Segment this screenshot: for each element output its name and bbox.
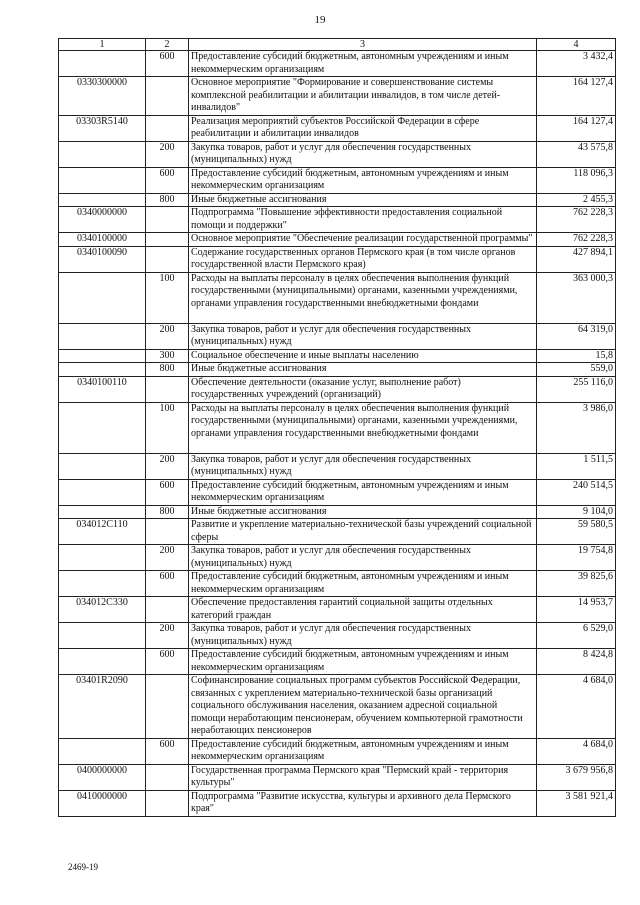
row-name: Предоставление субсидий бюджетным, автономным учреждениям и иным некоммерческим организациям <box>189 51 537 77</box>
row-amount: 118 096,3 <box>537 167 616 193</box>
row-code: 0340000000 <box>59 207 146 233</box>
table-row <box>59 764 616 790</box>
row-amount: 164 127,4 <box>537 115 616 141</box>
row-name: Основное мероприятие "Обеспечение реализации государственной программы" <box>189 233 537 247</box>
row-expense-type: 200 <box>146 545 189 571</box>
table-row <box>59 77 616 116</box>
row-name: Иные бюджетные ассигнования <box>189 505 537 519</box>
row-name: Предоставление субсидий бюджетным, автономным учреждениям и иным некоммерческим организациям <box>189 167 537 193</box>
row-amount: 164 127,4 <box>537 77 616 116</box>
table-row <box>59 141 616 167</box>
table-row <box>59 323 616 349</box>
table-row <box>59 649 616 675</box>
row-expense-type: 300 <box>146 349 189 363</box>
row-expense-type: 600 <box>146 479 189 505</box>
table-row <box>59 207 616 233</box>
row-name: Подпрограмма "Развитие искусства, культуры и архивного дела Пермского края" <box>189 790 537 816</box>
row-name: Предоставление субсидий бюджетным, автономным учреждениям и иным некоммерческим организациям <box>189 479 537 505</box>
row-amount: 762 228,3 <box>537 207 616 233</box>
table-row <box>59 505 616 519</box>
row-expense-type: 800 <box>146 505 189 519</box>
row-expense-type: 200 <box>146 141 189 167</box>
row-expense-type <box>146 376 189 402</box>
row-name: Расходы на выплаты персоналу в целях обеспечения выполнения функций государственными (муниципальными) органами, казенными учреждениями, органами управления государственными внебюджетными фондами <box>189 272 537 323</box>
row-expense-type <box>146 597 189 623</box>
row-code: 034012С110 <box>59 519 146 545</box>
row-amount: 4 684,0 <box>537 675 616 739</box>
row-expense-type: 200 <box>146 453 189 479</box>
row-name: Закупка товаров, работ и услуг для обеспечения государственных (муниципальных) нужд <box>189 141 537 167</box>
row-amount: 8 424,8 <box>537 649 616 675</box>
row-code <box>59 479 146 505</box>
header-col-4: 4 <box>537 39 616 51</box>
row-name: Подпрограмма "Повышение эффективности предоставления социальной помощи и поддержки" <box>189 207 537 233</box>
row-amount: 59 580,5 <box>537 519 616 545</box>
row-code <box>59 272 146 323</box>
row-expense-type: 100 <box>146 272 189 323</box>
row-expense-type: 100 <box>146 402 189 453</box>
row-amount: 3 986,0 <box>537 402 616 453</box>
row-name: Закупка товаров, работ и услуг для обеспечения государственных (муниципальных) нужд <box>189 323 537 349</box>
row-name: Основное мероприятие "Формирование и совершенствование системы комплексной реабилитации и абилитации инвалидов, в том числе детей-инвалидов" <box>189 77 537 116</box>
row-code: 0410000000 <box>59 790 146 816</box>
table-row <box>59 402 616 453</box>
row-name: Иные бюджетные ассигнования <box>189 363 537 377</box>
table-header-row <box>59 39 616 51</box>
row-name: Государственная программа Пермского края "Пермский край - территория культуры" <box>189 764 537 790</box>
row-amount: 43 575,8 <box>537 141 616 167</box>
row-code <box>59 545 146 571</box>
row-amount: 4 684,0 <box>537 738 616 764</box>
row-amount: 9 104,0 <box>537 505 616 519</box>
row-expense-type <box>146 519 189 545</box>
header-col-2: 2 <box>146 39 189 51</box>
row-code: 03401R2090 <box>59 675 146 739</box>
row-code: 0400000000 <box>59 764 146 790</box>
row-expense-type: 600 <box>146 571 189 597</box>
row-name: Иные бюджетные ассигнования <box>189 193 537 207</box>
row-name: Развитие и укрепление материально-технической базы учреждений социальной сферы <box>189 519 537 545</box>
table-row <box>59 453 616 479</box>
row-code <box>59 349 146 363</box>
row-name: Закупка товаров, работ и услуг для обеспечения государственных (муниципальных) нужд <box>189 545 537 571</box>
row-expense-type: 200 <box>146 323 189 349</box>
row-expense-type: 200 <box>146 623 189 649</box>
table-row <box>59 597 616 623</box>
budget-table <box>58 38 616 817</box>
row-expense-type <box>146 207 189 233</box>
table-row <box>59 519 616 545</box>
row-code: 0340100090 <box>59 246 146 272</box>
table-row <box>59 115 616 141</box>
row-amount: 427 894,1 <box>537 246 616 272</box>
row-amount: 39 825,6 <box>537 571 616 597</box>
table-row <box>59 479 616 505</box>
row-code: 034012С330 <box>59 597 146 623</box>
row-amount: 3 679 956,8 <box>537 764 616 790</box>
row-expense-type <box>146 233 189 247</box>
table-row <box>59 738 616 764</box>
row-expense-type: 600 <box>146 738 189 764</box>
row-name: Расходы на выплаты персоналу в целях обеспечения выполнения функций государственными (муниципальными) органами, казенными учреждениями, органами управления государственными внебюджетными фондами <box>189 402 537 453</box>
row-code <box>59 167 146 193</box>
row-name: Закупка товаров, работ и услуг для обеспечения государственных (муниципальных) нужд <box>189 623 537 649</box>
row-name: Софинансирование социальных программ субъектов Российской Федерации, связанных с укреплением материально-технической базы организаций социального обслуживания населения, оказанием адресной социальной помощи неработающим пенсионерам, обучением компьютерной грамотности неработающих пенсионеров <box>189 675 537 739</box>
row-code <box>59 193 146 207</box>
page-number: 19 <box>314 14 326 26</box>
row-expense-type <box>146 764 189 790</box>
table-row <box>59 363 616 377</box>
row-amount: 559,0 <box>537 363 616 377</box>
table-row <box>59 376 616 402</box>
row-amount: 255 116,0 <box>537 376 616 402</box>
row-expense-type: 600 <box>146 51 189 77</box>
row-name: Предоставление субсидий бюджетным, автономным учреждениям и иным некоммерческим организациям <box>189 738 537 764</box>
row-name: Социальное обеспечение и иные выплаты населению <box>189 349 537 363</box>
table-row <box>59 233 616 247</box>
row-name: Предоставление субсидий бюджетным, автономным учреждениям и иным некоммерческим организациям <box>189 649 537 675</box>
row-name: Обеспечение деятельности (оказание услуг, выполнение работ) государственных учреждений (организаций) <box>189 376 537 402</box>
row-expense-type: 800 <box>146 363 189 377</box>
row-code <box>59 571 146 597</box>
row-expense-type: 800 <box>146 193 189 207</box>
table-row <box>59 675 616 739</box>
row-expense-type <box>146 77 189 116</box>
row-amount: 19 754,8 <box>537 545 616 571</box>
row-amount: 363 000,3 <box>537 272 616 323</box>
table-row <box>59 623 616 649</box>
row-expense-type <box>146 115 189 141</box>
row-code <box>59 623 146 649</box>
row-amount: 1 511,5 <box>537 453 616 479</box>
table-row <box>59 571 616 597</box>
row-expense-type <box>146 675 189 739</box>
row-code <box>59 505 146 519</box>
table-row <box>59 51 616 77</box>
table-row <box>59 167 616 193</box>
row-code: 0340100110 <box>59 376 146 402</box>
row-amount: 15,8 <box>537 349 616 363</box>
row-amount: 14 953,7 <box>537 597 616 623</box>
row-expense-type: 600 <box>146 649 189 675</box>
header-col-3: 3 <box>189 39 537 51</box>
document-code: 2469-19 <box>68 862 98 872</box>
row-amount: 240 514,5 <box>537 479 616 505</box>
row-code <box>59 363 146 377</box>
row-amount: 6 529,0 <box>537 623 616 649</box>
row-amount: 3 581 921,4 <box>537 790 616 816</box>
row-code <box>59 649 146 675</box>
row-code <box>59 323 146 349</box>
header-col-1: 1 <box>59 39 146 51</box>
table-row <box>59 790 616 816</box>
table-row <box>59 349 616 363</box>
row-code: 0330300000 <box>59 77 146 116</box>
row-name: Обеспечение предоставления гарантий социальной защиты отдельных категорий граждан <box>189 597 537 623</box>
row-amount: 762 228,3 <box>537 233 616 247</box>
row-name: Закупка товаров, работ и услуг для обеспечения государственных (муниципальных) нужд <box>189 453 537 479</box>
table-row <box>59 545 616 571</box>
row-expense-type: 600 <box>146 167 189 193</box>
row-code <box>59 738 146 764</box>
row-code: 03303R5140 <box>59 115 146 141</box>
table-row <box>59 193 616 207</box>
row-code <box>59 402 146 453</box>
row-expense-type <box>146 246 189 272</box>
table-row <box>59 246 616 272</box>
row-amount: 64 319,0 <box>537 323 616 349</box>
row-code: 0340100000 <box>59 233 146 247</box>
row-expense-type <box>146 790 189 816</box>
table-row <box>59 272 616 323</box>
row-code <box>59 453 146 479</box>
row-code <box>59 141 146 167</box>
row-amount: 3 432,4 <box>537 51 616 77</box>
row-code <box>59 51 146 77</box>
row-name: Содержание государственных органов Пермского края (в том числе органов государственной власти Пермского края) <box>189 246 537 272</box>
row-amount: 2 455,3 <box>537 193 616 207</box>
row-name: Предоставление субсидий бюджетным, автономным учреждениям и иным некоммерческим организациям <box>189 571 537 597</box>
row-name: Реализация мероприятий субъектов Российской Федерации в сфере реабилитации и абилитации инвалидов <box>189 115 537 141</box>
